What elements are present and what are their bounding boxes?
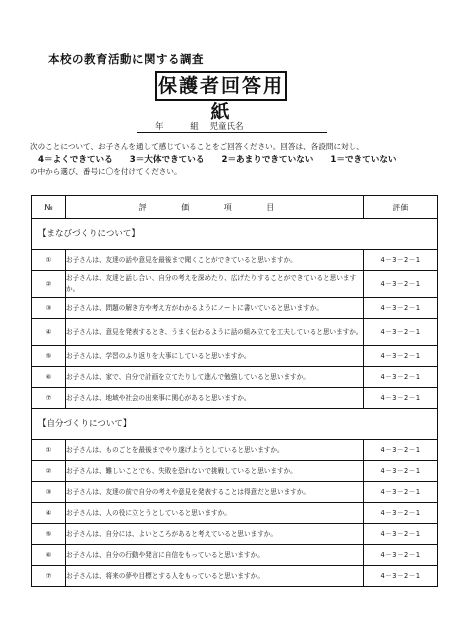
rating-options[interactable]: 4－3－2－1 xyxy=(364,298,438,319)
col-no-header: № xyxy=(32,196,66,219)
rating-options[interactable]: 4－3－2－1 xyxy=(364,545,438,566)
section-header-row xyxy=(32,409,438,440)
section-header-row xyxy=(32,219,438,250)
table-row xyxy=(32,524,438,545)
item-number: ⑦ xyxy=(32,388,66,409)
item-number: ① xyxy=(32,440,66,461)
item-number: ⑤ xyxy=(32,346,66,367)
item-question: お子さんは、友達と話し合い、自分の考えを深めたり、広げたりすることができていると思いますか。 xyxy=(66,271,364,298)
table-row xyxy=(32,482,438,503)
rating-scale xyxy=(38,153,438,165)
item-question: お子さんは、自分には、よいところがあると考えていると思いますか。 xyxy=(66,524,364,545)
scale-3: 3＝大体できている xyxy=(129,155,205,165)
rating-options[interactable]: 4－3－2－1 xyxy=(364,319,438,346)
item-question: お子さんは、将来の夢や目標とする人をもっていると思いますか。 xyxy=(66,566,364,587)
col-item-header: 評 価 項 目 xyxy=(66,196,364,219)
rating-options[interactable]: 4－3－2－1 xyxy=(364,482,438,503)
rating-options[interactable]: 4－3－2－1 xyxy=(364,388,438,409)
year-label: 年 xyxy=(155,122,164,132)
col-rating-header: 評価 xyxy=(364,196,438,219)
table-row xyxy=(32,346,438,367)
scale-2: 2＝あまりできていない xyxy=(221,155,314,165)
item-question: お子さんは、学習のふり返りを大事にしていると思いますか。 xyxy=(66,346,364,367)
item-question: お子さんは、地域や社会の出来事に関心があると思いますか。 xyxy=(66,388,364,409)
scale-1: 1＝できていない xyxy=(330,155,397,165)
table-row xyxy=(32,545,438,566)
item-number: ③ xyxy=(32,482,66,503)
item-number: ② xyxy=(32,271,66,298)
item-question: お子さんは、家で、自分で計画を立てたりして進んで勉強していると思いますか。 xyxy=(66,367,364,388)
child-name-label: 児童氏名 xyxy=(209,122,244,132)
table-row xyxy=(32,271,438,298)
table-row xyxy=(32,319,438,346)
item-number: ③ xyxy=(32,298,66,319)
section-title: 【まなびづくりについて】 xyxy=(32,219,438,250)
survey-table xyxy=(31,195,438,587)
item-number: ⑥ xyxy=(32,367,66,388)
table-row xyxy=(32,250,438,271)
form-title: 保護者回答用紙 xyxy=(155,71,287,101)
table-row xyxy=(32,440,438,461)
table-header-row xyxy=(32,196,438,219)
item-number: ④ xyxy=(32,503,66,524)
item-number: ① xyxy=(32,250,66,271)
class-label: 組 xyxy=(190,122,199,132)
table-row xyxy=(32,298,438,319)
scale-4: 4＝よくできている xyxy=(38,155,113,165)
table-row xyxy=(32,388,438,409)
item-question: お子さんは、友達の前で自分の考えや意見を発表することは得意だと思いますか。 xyxy=(66,482,364,503)
item-number: ⑥ xyxy=(32,545,66,566)
table-row xyxy=(32,367,438,388)
item-question: お子さんは、意見を発表するとき、うまく伝わるように話の組み立てを工夫していると思いますか。 xyxy=(66,319,364,346)
item-number: ② xyxy=(32,461,66,482)
item-number: ⑤ xyxy=(32,524,66,545)
rating-options[interactable]: 4－3－2－1 xyxy=(364,367,438,388)
item-question: お子さんは、友達の話や意見を最後まで聞くことができていると思いますか。 xyxy=(66,250,364,271)
instruction-text: 次のことについて、お子さんを通して感じていることをご回答ください。回答は、各設問に対し、 xyxy=(30,142,364,151)
rating-options[interactable]: 4－3－2－1 xyxy=(364,250,438,271)
item-number: ④ xyxy=(32,319,66,346)
item-question: お子さんは、自分の行動や発言に自信をもっていると思いますか。 xyxy=(66,545,364,566)
name-line[interactable] xyxy=(137,120,327,133)
table-row xyxy=(32,503,438,524)
item-question: お子さんは、ものごとを最後までやり遂げようとしていると思いますか。 xyxy=(66,440,364,461)
rating-options[interactable]: 4－3－2－1 xyxy=(364,503,438,524)
item-question: お子さんは、難しいことでも、失敗を恐れないで挑戦していると思いますか。 xyxy=(66,461,364,482)
rating-options[interactable]: 4－3－2－1 xyxy=(364,440,438,461)
rating-options[interactable]: 4－3－2－1 xyxy=(364,271,438,298)
section-title: 【自分づくりについて】 xyxy=(32,409,438,440)
rating-options[interactable]: 4－3－2－1 xyxy=(364,566,438,587)
school-title: 本校の教育活動に関する調査 xyxy=(48,52,204,66)
table-row xyxy=(32,566,438,587)
item-question: お子さんは、問題の解き方や考え方がわかるようにノートに書いていると思いますか。 xyxy=(66,298,364,319)
item-number: ⑦ xyxy=(32,566,66,587)
rating-options[interactable]: 4－3－2－1 xyxy=(364,346,438,367)
item-question: お子さんは、人の役に立とうとしていると思いますか。 xyxy=(66,503,364,524)
instruction-text-2: の中から選び、番号に〇を付けてください。 xyxy=(30,167,182,176)
rating-options[interactable]: 4－3－2－1 xyxy=(364,524,438,545)
table-row xyxy=(32,461,438,482)
rating-options[interactable]: 4－3－2－1 xyxy=(364,461,438,482)
